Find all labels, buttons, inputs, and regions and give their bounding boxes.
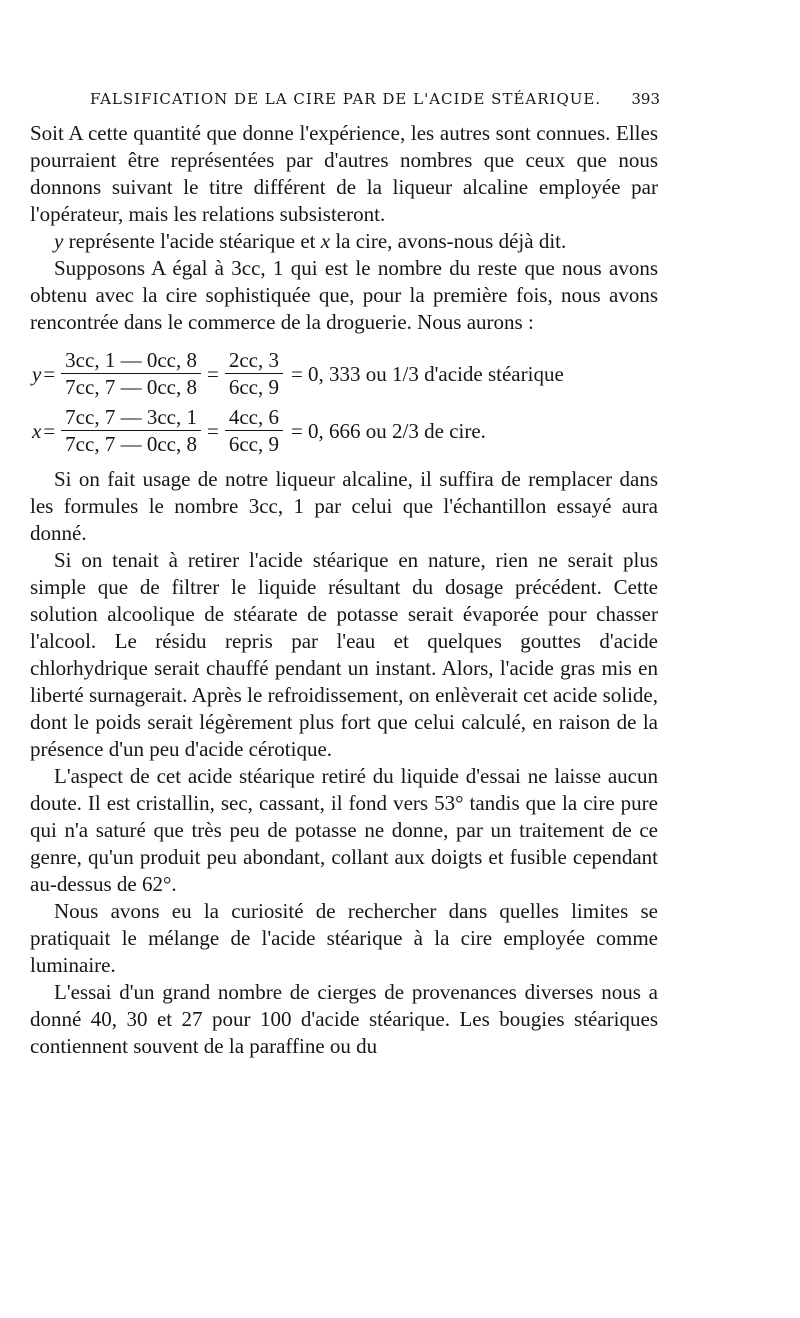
equals-sign: = [206, 418, 219, 443]
page-number: 393 [631, 90, 660, 108]
fraction [225, 348, 283, 399]
paragraph-5: Si on tenait à retirer l'acide stéarique en nature, rien ne serait plus simple que de filtrer le liquide résultant du dosage précédent. Cette solution alcoolique de stéarate de potasse serait évaporée pour chasser l'alcool. Le résidu repris par l'eau et quelques gouttes d'acide chlorhydrique serait chauffé pendant un instant. Alors, l'acide gras mis en liberté surnagerait. Après le refroidissement, on enlèverait cet acide solide, dont le poids serait légèrement plus fort que celui calculé, en raison de la présence d'un peu d'acide cérotique. [30, 548, 658, 761]
paragraph-6: L'aspect de cet acide stéarique retiré du liquide d'essai ne laisse aucun doute. Il est cristallin, sec, cassant, il fond vers 53° tandis que la cire pure qui n'a saturé que très peu de potasse ne donne, par un traitement de ce genre, qu'un produit peu abondant, collant aux doigts et fusible cependant au-dessus de 62°. [30, 764, 658, 896]
paragraph-2-end: la cire, avons-nous déjà dit. [330, 229, 567, 253]
formula-wax [30, 405, 658, 456]
variable-y: y [54, 229, 64, 253]
denominator: 7cc, 7 — 0cc, 8 [65, 432, 197, 456]
paragraph-8: L'essai d'un grand nombre de cierges de provenances diverses nous a donné 40, 30 et 27 pour 100 d'acide stéarique. Les bougies stéariques contiennent souvent de la paraffine ou du [30, 980, 658, 1058]
variable-x: x [320, 229, 331, 253]
fraction [61, 405, 201, 456]
fraction [61, 348, 201, 399]
equals-sign: = [206, 361, 219, 386]
body-text [30, 120, 658, 1060]
equals-sign: = [43, 361, 56, 386]
numerator: 2cc, 3 [225, 348, 283, 374]
running-title: FALSIFICATION DE LA CIRE PAR DE L'ACIDE STÉARIQUE. [90, 90, 602, 108]
formula-variable: y [32, 361, 42, 386]
formula-result: = 0, 666 ou 2/3 de cire. [290, 418, 486, 443]
paragraph-2 [30, 228, 658, 255]
denominator: 6cc, 9 [228, 432, 279, 456]
formula-variable: x [32, 418, 42, 443]
numerator: 4cc, 6 [225, 405, 283, 431]
paragraph-3: Supposons A égal à 3cc, 1 qui est le nombre du reste que nous avons obtenu avec la cire sophistiquée que, pour la première fois, nous avons rencontrée dans le commerce de la droguerie. Nous aurons : [30, 256, 658, 334]
numerator: 3cc, 1 — 0cc, 8 [61, 348, 201, 374]
fraction [225, 405, 283, 456]
running-head [90, 90, 660, 114]
paragraph-7: Nous avons eu la curiosité de rechercher dans quelles limites se pratiquait le mélange de l'acide stéarique à la cire employée comme luminaire. [30, 899, 658, 977]
formula-result: = 0, 333 ou 1/3 d'acide stéarique [290, 361, 564, 386]
denominator: 7cc, 7 — 0cc, 8 [65, 375, 197, 399]
formula-stearic-acid [30, 348, 658, 399]
paragraph-1: Soit A cette quantité que donne l'expérience, les autres sont connues. Elles pourraient être représentées par d'autres nombres que ceux que nous donnons suivant le titre différent de la liqueur alcaline employée par l'opérateur, mais les relations subsisteront. [30, 121, 658, 226]
numerator: 7cc, 7 — 3cc, 1 [61, 405, 201, 431]
equals-sign: = [43, 418, 56, 443]
denominator: 6cc, 9 [228, 375, 279, 399]
paragraph-4: Si on fait usage de notre liqueur alcaline, il suffira de remplacer dans les formules le nombre 3cc, 1 par celui que l'échantillon essayé aura donné. [30, 467, 658, 545]
paragraph-2-middle: représente l'acide stéarique et [63, 229, 321, 253]
